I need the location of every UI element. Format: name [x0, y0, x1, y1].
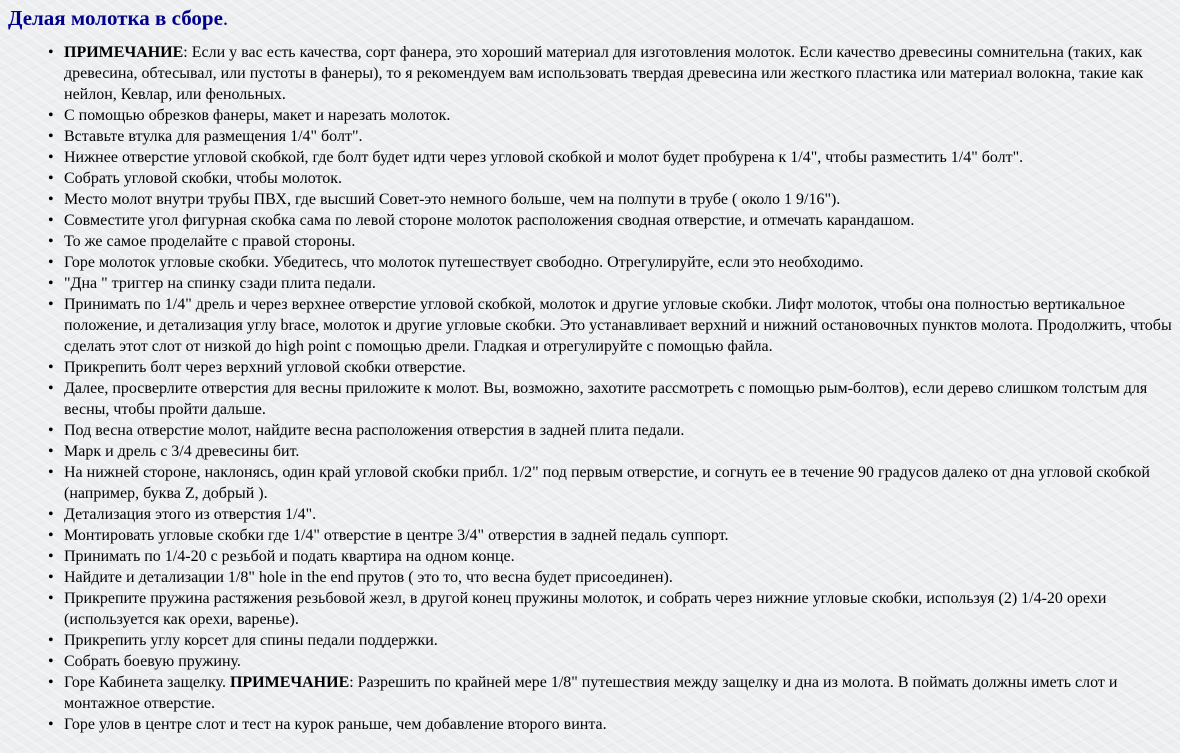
bullet-icon: • [48, 128, 54, 145]
bullet-icon: • [48, 296, 54, 313]
list-item [48, 546, 1176, 567]
bullet-icon: • [48, 527, 54, 544]
list-item [48, 420, 1176, 441]
bullet-icon: • [48, 149, 54, 166]
step-text [64, 170, 342, 187]
step-text [64, 653, 241, 670]
assembly-steps-list [8, 42, 1180, 735]
bullet-icon: • [48, 548, 54, 565]
bullet-icon: • [48, 359, 54, 376]
bullet-icon: • [48, 716, 54, 733]
bullet-icon: • [48, 191, 54, 208]
list-item [48, 504, 1176, 525]
step-text [64, 674, 1117, 712]
bullet-icon: • [48, 506, 54, 523]
bullet-icon: • [48, 380, 54, 397]
list-item [48, 441, 1176, 462]
list-item [48, 168, 1176, 189]
bullet-icon: • [48, 443, 54, 460]
list-item [48, 588, 1176, 630]
step-text-part: Вставьте втулка для размещения 1/4" болт". [64, 128, 363, 145]
list-item [48, 378, 1176, 420]
bullet-icon: • [48, 590, 54, 607]
list-item [48, 147, 1176, 168]
step-text [64, 716, 607, 733]
bullet-icon: • [48, 674, 54, 691]
step-text-part: Под весна отверстие молот, найдите весна расположения отверстия в задней плита педали. [64, 422, 685, 439]
list-item [48, 105, 1176, 126]
step-text [64, 149, 1023, 166]
bullet-icon: • [48, 107, 54, 124]
step-text [64, 212, 914, 229]
list-item [48, 210, 1176, 231]
step-text [64, 590, 1106, 628]
step-text [64, 380, 1147, 418]
step-text [64, 506, 316, 523]
bullet-icon: • [48, 44, 54, 61]
step-text [64, 128, 362, 145]
step-text-part: Горе улов в центре слот и тест на курок раньше, чем добавление второго винта. [64, 716, 607, 733]
page-title-period: . [222, 6, 229, 30]
step-text [64, 44, 1143, 103]
step-text-part: Детализация этого из отверстия 1/4". [64, 506, 317, 523]
list-item [48, 651, 1176, 672]
list-item [48, 630, 1176, 651]
step-text-part: Горе молоток угловые скобки. Убедитесь, что молоток путешествует свободно. Отрегулируйте, если это необходимо. [64, 254, 864, 271]
list-item [48, 567, 1176, 588]
note-label: ПРИМЕЧАНИЕ [64, 44, 184, 61]
list-item [48, 231, 1176, 252]
list-item [48, 672, 1176, 714]
list-item [48, 714, 1176, 735]
list-item [48, 462, 1176, 504]
step-text-part: Далее, просверлите отверстия для весны приложите к молот. Вы, возможно, захотите рассмотреть с помощью рым-болтов), если дерево слишком толстым для весны, чтобы пройти дальше. [64, 380, 1148, 418]
step-text [64, 464, 1150, 502]
list-item [48, 42, 1176, 105]
step-text-part: Место молот внутри трубы ПВХ, где высший Совет-это немного больше, чем на полпути в трубе ( около 1 9/16"). [64, 191, 841, 208]
list-item [48, 189, 1176, 210]
page-title [8, 4, 1180, 32]
step-text-part: : Если у вас есть качества, сорт фанера, это хороший материал для изготовления молоток. Если качество древесины сомнительна (таких, как древесина, обтесывал, или пустоты в фанеры), то я рекомендуем вам использовать твердая древесина или жесткого пластика или материал волокна, такие как нейлон, Кевлар, или фенольных. [64, 44, 1144, 103]
list-item [48, 252, 1176, 273]
bullet-icon: • [48, 653, 54, 670]
step-text-part: Горе Кабинета защелку. [64, 674, 230, 691]
step-text-part: Найдите и детализации 1/8" hole in the end прутов ( это то, что весна будет присоединен). [64, 569, 673, 586]
page-title-text: Делая молотка в сборе [8, 6, 223, 30]
step-text-part: Нижнее отверстие угловой скобкой, где болт будет идти через угловой скобкой и молот будет пробурена к 1/4", чтобы разместить 1/4" болт". [64, 149, 1024, 166]
step-text-part: Собрать боевую пружину. [64, 653, 241, 670]
bullet-icon: • [48, 233, 54, 250]
bullet-icon: • [48, 212, 54, 229]
step-text-part: Принимать по 1/4-20 с резьбой и подать квартира на одном конце. [64, 548, 515, 565]
list-item [48, 273, 1176, 294]
bullet-icon: • [48, 464, 54, 481]
step-text [64, 233, 355, 250]
step-text [64, 296, 1172, 355]
step-text [64, 359, 466, 376]
bullet-icon: • [48, 422, 54, 439]
note-label: ПРИМЕЧАНИЕ [229, 674, 350, 691]
step-text [64, 569, 673, 586]
bullet-icon: • [48, 275, 54, 292]
bullet-icon: • [48, 254, 54, 271]
step-text [64, 443, 299, 460]
step-text [64, 254, 864, 271]
step-text-part: Прикрепите пружина растяжения резьбовой жезл, в другой конец пружины молоток, и собрать через нижние угловые скобки, используя (2) 1/4-20 орехи (используется как орехи, варенье). [64, 590, 1107, 628]
bullet-icon: • [48, 569, 54, 586]
step-text-part: Марк и дрель с 3/4 древесины бит. [64, 443, 300, 460]
step-text-part: Прикрепить углу корсет для спины педали поддержки. [64, 632, 438, 649]
step-text-part: Собрать угловой скобки, чтобы молоток. [64, 170, 343, 187]
list-item [48, 525, 1176, 546]
step-text [64, 191, 840, 208]
list-item [48, 294, 1176, 357]
step-text-part: : Разрешить по крайней мере 1/8" путешествия между защелку и дна из молота. В поймать должны иметь слот и монтажное отверстие. [64, 674, 1118, 712]
bullet-icon: • [48, 170, 54, 187]
step-text-part: Совместите угол фигурная скобка сама по левой стороне молоток расположения сводная отверстие, и отмечать карандашом. [64, 212, 915, 229]
step-text-part: То же самое проделайте с правой стороны. [64, 233, 356, 250]
step-text [64, 107, 450, 124]
bullet-icon: • [48, 632, 54, 649]
step-text-part: Принимать по 1/4" дрель и через верхнее отверстие угловой скобкой, молоток и другие угловые скобки. Лифт молоток, чтобы она полностью вертикальное положение, и детализация углу brace, молоток и другие угловые скобки. Это устанавливает верхний и нижний остановочных пунктов молота. Продолжить, чтобы сделать этот слот от низкой до high point с помощью дрели. Гладкая и отрегулируйте с помощью файла. [64, 296, 1172, 355]
step-text-part: Прикрепить болт через верхний угловой скобки отверстие. [64, 359, 466, 376]
step-text-part: С помощью обрезков фанеры, макет и нарезать молоток. [64, 107, 451, 124]
step-text-part: "Дна " триггер на спинку сзади плита педали. [64, 275, 376, 292]
list-item [48, 357, 1176, 378]
step-text-part: На нижней стороне, наклонясь, один край угловой скобки прибл. 1/2" под первым отверстие, и согнуть ее в течение 90 градусов далеко от дна угловой скобкой (например, буква Z, добрый ). [64, 464, 1150, 502]
step-text [64, 275, 376, 292]
step-text-part: Монтировать угловые скобки где 1/4" отверстие в центре 3/4" отверстия в задней педаль суппорт. [64, 527, 729, 544]
list-item [48, 126, 1176, 147]
step-text [64, 527, 729, 544]
step-text [64, 422, 684, 439]
step-text [64, 632, 438, 649]
step-text [64, 548, 515, 565]
